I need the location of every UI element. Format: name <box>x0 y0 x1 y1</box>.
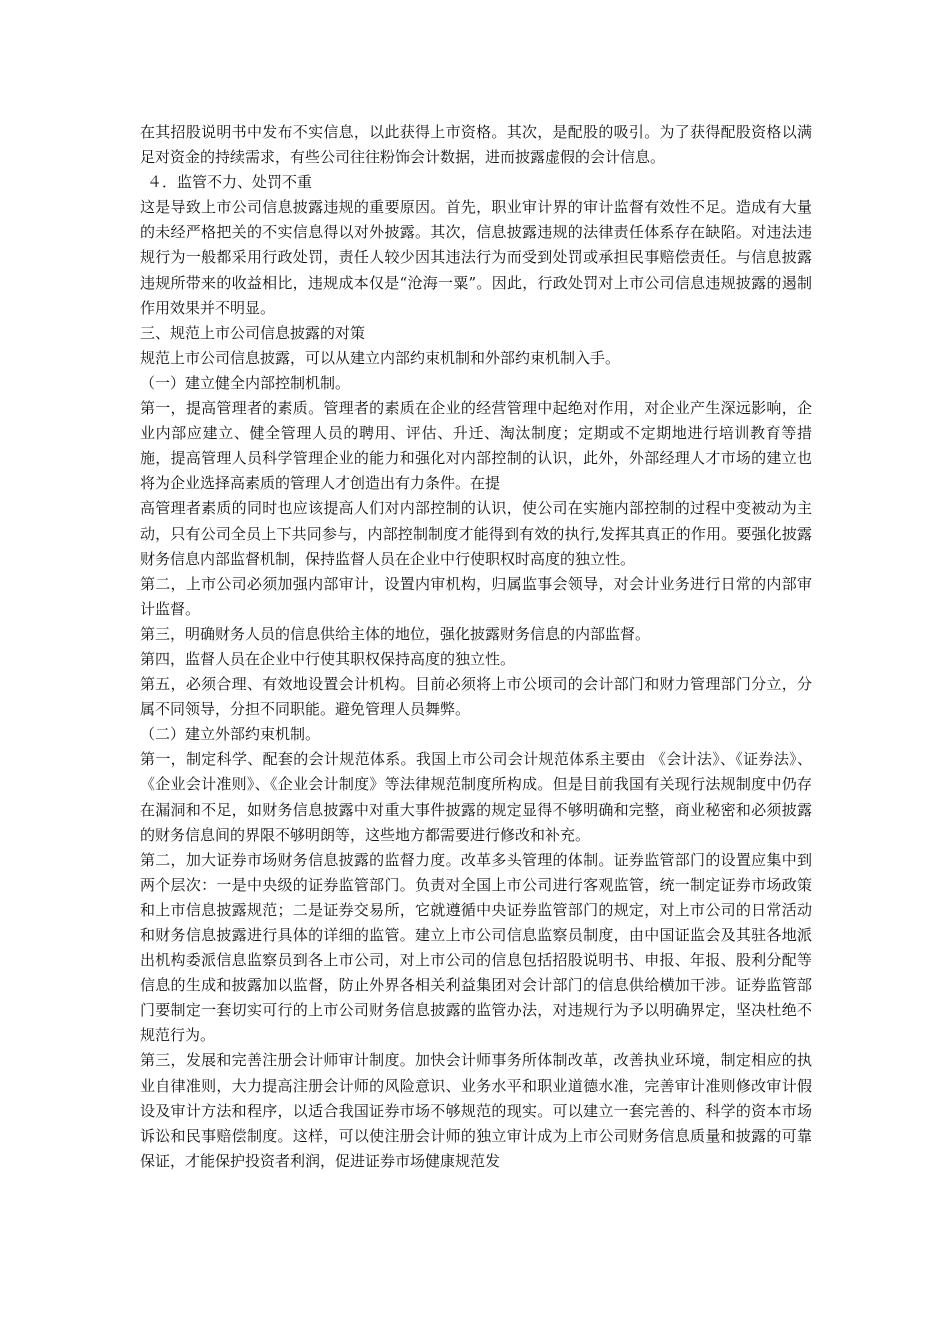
paragraph-3: 规范上市公司信息披露，可以从建立内部约束机制和外部约束机制入手。 <box>140 348 621 367</box>
paragraph-11: 第二，加大证券市场财务信息披露的监督力度。改革多头管理的体制。证券监管部门的设置应集中到两个层次：一是中央级的证券监管部门。负责对全国上市公司进行客观监管，统一制定证券市场政策和上市信息披露规范；二是证券交易所，它就遵循中央证券监管部门的规定，对上市公司的日常活动和财务信息披露进行具体的详细的监管。建立上市公司信息监察员制度，由中国证监会及其驻各地派出机构委派信息监察员到各上市公司，对上市公司的信息包括招股说明书、申报、年报、股利分配等信息的生成和披露加以监督，防止外界各相关利益集团对会计部门的信息供给横加干涉。证券监管部门要制定一套切实可行的上市公司财务信息披露的监管办法，对违规行为予以明确界定，坚决杜绝不规范行为。 <box>140 850 812 1045</box>
paragraph-9: 第五，必须合理、有效地设置会计机构。目前必须将上市公顷司的会计部门和财力管理部门分立，分属不同领导，分担不同职能。避免管理人员舞弊。 <box>140 675 812 719</box>
paragraph-5: 高管理者素质的同时也应该提高人们对内部控制的认识，使公司在实施内部控制的过程中变被动为主动，只有公司全员上下共同参与，内部控制制度才能得到有效的执行,发挥其真正的作用。要强化披露财务信息内部监督机制，保持监督人员在企业中行使职权时高度的独立性。 <box>140 499 812 568</box>
document-body <box>140 120 812 1174</box>
paragraph-8: 第四，监督人员在企业中行使其职权保持高度的独立性。 <box>140 649 516 668</box>
subsection-heading-1: （一）建立健全内部控制机制。 <box>140 373 351 392</box>
section-heading-4: ４．监管不力、处罚不重 <box>147 173 313 192</box>
paragraph-10: 第一，制定科学、配套的会计规范体系。我国上市公司会计规范体系主要由 《会计法》、《证券法》、《企业会计准则》、《企业会计制度》等法律规范制度所构成。但是目前我国有关现行法规制度中仍存在漏洞和不足，如财务信息披露中对重大事件披露的规定显得不够明确和完整，商业秘密和必须披露的财务信息间的界限不够明朗等，这些地方都需要进行修改和补充。 <box>140 750 812 844</box>
section-heading-3: 三、规范上市公司信息披露的对策 <box>140 323 366 342</box>
paragraph-6: 第二，上市公司必须加强内部审计，设置内审机构，归属监事会领导，对会计业务进行日常的内部审计监督。 <box>140 574 812 618</box>
paragraph-2: 这是导致上市公司信息披露违规的重要原因。首先，职业审计界的审计监督有效性不足。造成有大量的未经严格把关的不实信息得以对外披露。其次，信息披露违规的法律责任体系存在缺陷。对违法违规行为一般都采用行政处罚，责任人较少因其违法行为而受到处罚或承担民事赔偿责任。与信息披露违规所带来的收益相比，违规成本仅是“沧海一粟”。因此，行政处罚对上市公司信息违规披露的遏制作用效果并不明显。 <box>140 198 812 317</box>
paragraph-7: 第三，明确财务人员的信息供给主体的地位，强化披露财务信息的内部监督。 <box>140 624 651 643</box>
paragraph-4: 第一，提高管理者的素质。管理者的素质在企业的经营管理中起绝对作用，对企业产生深远影响，企业内部应建立、健全管理人员的聘用、评估、升迁、淘汰制度；定期或不定期地进行培训教育等措施，提高管理人员科学管理企业的能力和强化对内部控制的认识，此外，外部经理人才市场的建立也将为企业选择高素质的管理人才创造出有力条件。在提 <box>140 399 812 493</box>
subsection-heading-2: （二）建立外部约束机制。 <box>140 725 321 744</box>
paragraph-12: 第三，发展和完善注册会计师审计制度。加快会计师事务所体制改革，改善执业环境，制定相应的执业自律准则，大力提高注册会计师的风险意识、业务水平和职业道德水准，完善审计准则修改审计假设及审计方法和程序，以适合我国证券市场不够规范的现实。可以建立一套完善的、科学的资本市场诉讼和民事赔偿制度。这样，可以使注册会计师的独立审计成为上市公司财务信息质量和披露的可靠保证，才能保护投资者利润，促进证券市场健康规范发 <box>140 1051 812 1170</box>
paragraph-1: 在其招股说明书中发布不实信息，以此获得上市资格。其次，是配股的吸引。为了获得配股资格以满足对资金的持续需求，有些公司往往粉饰会计数据，进而披露虚假的会计信息。 <box>140 123 812 167</box>
